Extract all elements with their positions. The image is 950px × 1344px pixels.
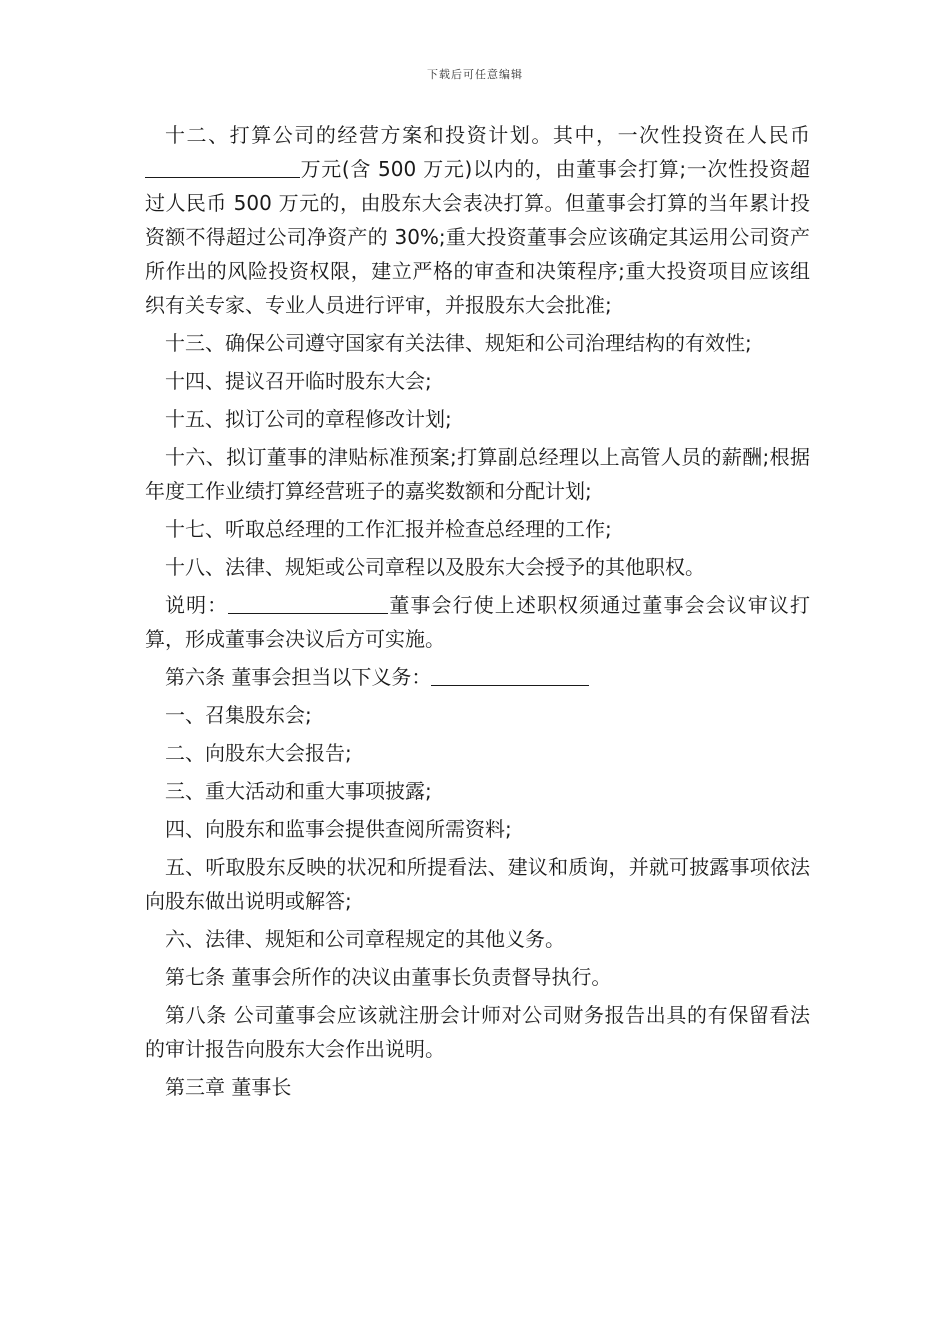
fill-in-blank [228, 591, 388, 614]
paragraph-item-17: 十七、听取总经理的工作汇报并检查总经理的工作; [165, 517, 612, 541]
note-label: 说明： [165, 593, 229, 617]
paragraph-item-12 [145, 118, 810, 322]
fill-in-blank [431, 663, 589, 686]
paragraph-note [145, 588, 810, 656]
paragraph-text: 万元(含 500 万元)以内的，由董事会打算;一次性投资超过人民币 500 万元的，由股东大会表决打算。但董事会打算的当年累计投资额不得超过公司净资产的 30%;重大投资董事会应该确定其运用公司资产所作出的风险投资权限，建立严格的审查和决策程序;重大投资项目应该组织有关专家、专业人员进行评审，并报股东大会批准; [145, 157, 810, 317]
paragraph-item-16: 十六、拟订董事的津贴标准预案;打算副总经理以上高管人员的薪酬;根据年度工作业绩打算经营班子的嘉奖数额和分配计划; [145, 445, 810, 503]
paragraph-text: 十二、打算公司的经营方案和投资计划。其中，一次性投资在人民币 [165, 123, 810, 147]
duty-item-4: 四、向股东和监事会提供查阅所需资料; [165, 817, 512, 841]
paragraph-item-13: 十三、确保公司遵守国家有关法律、规矩和公司治理结构的有效性; [165, 331, 752, 355]
article-7: 第七条 董事会所作的决议由董事长负责督导执行。 [165, 965, 612, 989]
paragraph-item-14: 十四、提议召开临时股东大会; [165, 369, 432, 393]
paragraph-item-15: 十五、拟订公司的章程修改计划; [165, 407, 452, 431]
duty-item-2: 二、向股东大会报告; [165, 741, 352, 765]
duty-item-1: 一、召集股东会; [165, 703, 312, 727]
chapter-3-heading: 第三章 董事长 [165, 1075, 292, 1099]
duty-item-3: 三、重大活动和重大事项披露; [165, 779, 432, 803]
paragraph-text: 第六条 董事会担当以下义务： [165, 665, 432, 689]
duty-item-5: 五、听取股东反映的状况和所提看法、建议和质询，并就可披露事项依法向股东做出说明或解答; [145, 855, 810, 913]
paragraph-text: 董事会行使上述职权须通过董事会会议审议打算，形成董事会决议后方可实施。 [145, 593, 811, 651]
document-body [145, 118, 810, 1108]
fill-in-blank [145, 155, 300, 178]
page-header-note: 下载后可任意编辑 [427, 68, 523, 81]
article-6-heading [145, 660, 810, 694]
paragraph-item-18: 十八、法律、规矩或公司章程以及股东大会授予的其他职权。 [165, 555, 705, 579]
duty-item-6: 六、法律、规矩和公司章程规定的其他义务。 [165, 927, 565, 951]
article-8: 第八条 公司董事会应该就注册会计师对公司财务报告出具的有保留看法的审计报告向股东大会作出说明。 [145, 1003, 810, 1061]
